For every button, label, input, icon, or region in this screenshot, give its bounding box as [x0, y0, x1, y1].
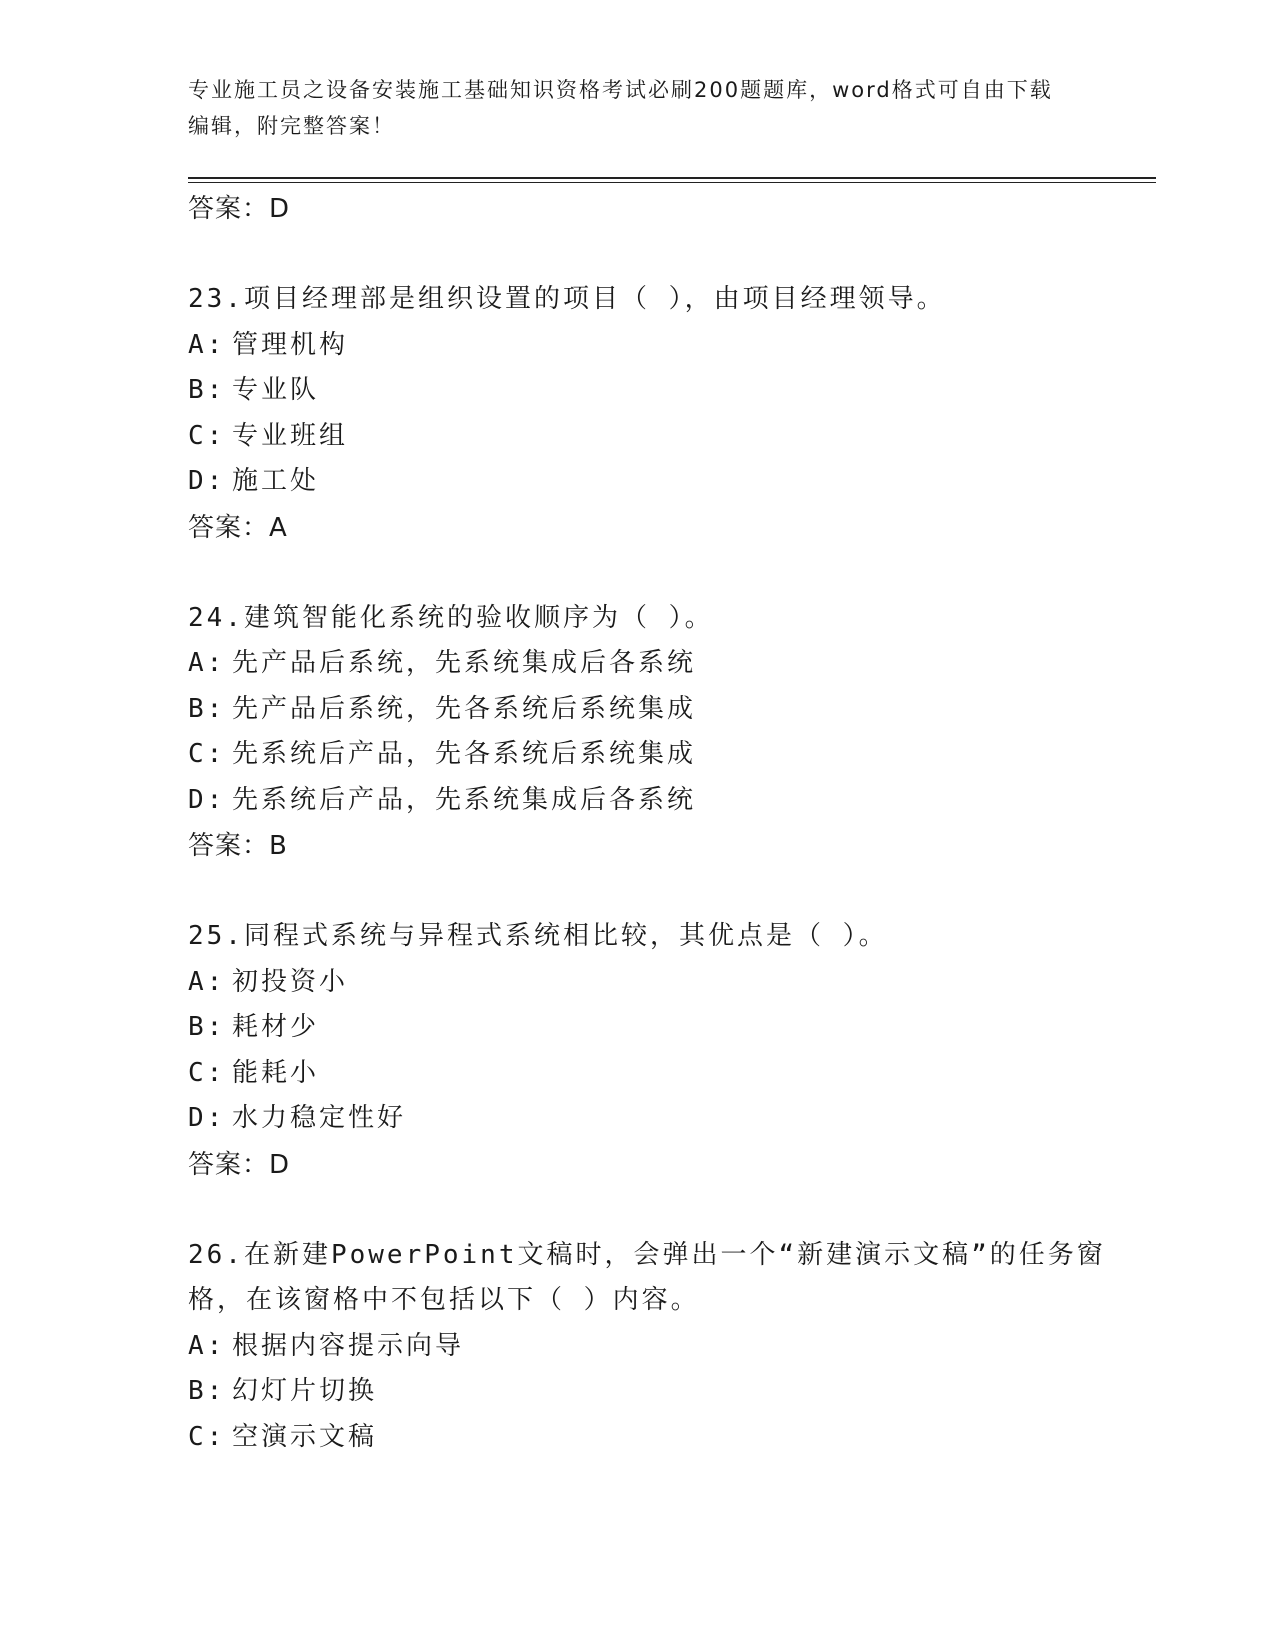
- option-text: 先产品后系统，先系统集成后各系统: [232, 648, 697, 678]
- option-a: [188, 1324, 1128, 1370]
- option-letter: B:: [188, 1376, 226, 1406]
- option-b: [188, 368, 1128, 414]
- option-letter: B:: [188, 375, 226, 405]
- answer-line: 答案：A: [188, 512, 288, 543]
- header-divider-thick: [188, 177, 1156, 179]
- option-c: [188, 732, 1128, 778]
- option-text: 先产品后系统，先各系统后系统集成: [232, 693, 697, 724]
- option-letter: A:: [188, 329, 226, 360]
- option-text: 初投资小: [232, 966, 349, 997]
- option-b: [188, 1005, 1128, 1051]
- question-stem: 24.建筑智能化系统的验收顺序为（ ）。: [188, 602, 714, 633]
- question-23: [188, 277, 1128, 551]
- answer-line: 答案：D: [188, 194, 291, 224]
- option-text: 施工处: [232, 466, 320, 496]
- option-d: [188, 778, 1128, 824]
- option-letter: C:: [188, 739, 226, 769]
- option-letter: D:: [188, 466, 226, 496]
- option-text: 先系统后产品，先系统集成后各系统: [232, 784, 697, 815]
- option-text: 能耗小: [232, 1057, 320, 1088]
- option-c: [188, 414, 1128, 460]
- document-header-title: 专业施工员之设备安装施工基础知识资格考试必刷200题题库，word格式可自由下载编辑，附完整答案！: [188, 78, 1053, 138]
- option-letter: A:: [188, 966, 226, 997]
- option-b: [188, 1369, 1128, 1415]
- option-text: 管理机构: [232, 329, 349, 360]
- option-text: 根据内容提示向导: [232, 1330, 465, 1361]
- option-letter: C:: [188, 1057, 226, 1088]
- answer-line: 答案：B: [188, 831, 288, 861]
- option-letter: A:: [188, 648, 226, 678]
- option-text: 先系统后产品，先各系统后系统集成: [232, 739, 697, 769]
- option-letter: C:: [188, 1421, 226, 1452]
- answer-line: 答案：D: [188, 1149, 291, 1180]
- question-25: [188, 914, 1128, 1188]
- spacer: [188, 551, 1128, 596]
- option-text: 专业队: [232, 375, 320, 405]
- option-letter: B:: [188, 693, 226, 724]
- option-a: [188, 641, 1128, 687]
- question-stem: 26.在新建PowerPoint文稿时，会弹出一个“新建演示文稿”的任务窗格，在该窗格中不包括以下（ ）内容。: [188, 1239, 1106, 1315]
- question-stem: 23.项目经理部是组织设置的项目（ ），由项目经理领导。: [188, 284, 946, 314]
- option-c: [188, 1415, 1128, 1461]
- spacer: [188, 1188, 1128, 1233]
- option-a: [188, 323, 1128, 369]
- spacer: [188, 232, 1128, 277]
- option-d: [188, 1096, 1128, 1142]
- option-text: 水力稳定性好: [232, 1103, 407, 1133]
- option-a: [188, 960, 1128, 1006]
- option-letter: B:: [188, 1012, 226, 1042]
- question-26: [188, 1233, 1128, 1461]
- option-b: [188, 687, 1128, 733]
- question-stem: 25.同程式系统与异程式系统相比较，其优点是（ ）。: [188, 921, 888, 951]
- option-letter: A:: [188, 1330, 226, 1361]
- option-d: [188, 459, 1128, 505]
- option-text: 专业班组: [232, 420, 349, 451]
- spacer: [188, 869, 1128, 914]
- option-text: 耗材少: [232, 1012, 320, 1042]
- option-text: 幻灯片切换: [232, 1376, 378, 1406]
- option-letter: C:: [188, 420, 226, 451]
- question-24: [188, 596, 1128, 870]
- header-divider-thin: [188, 182, 1156, 183]
- option-c: [188, 1051, 1128, 1097]
- option-letter: D:: [188, 784, 226, 815]
- option-text: 空演示文稿: [232, 1421, 378, 1452]
- option-letter: D:: [188, 1103, 226, 1133]
- question-list: [188, 186, 1128, 1460]
